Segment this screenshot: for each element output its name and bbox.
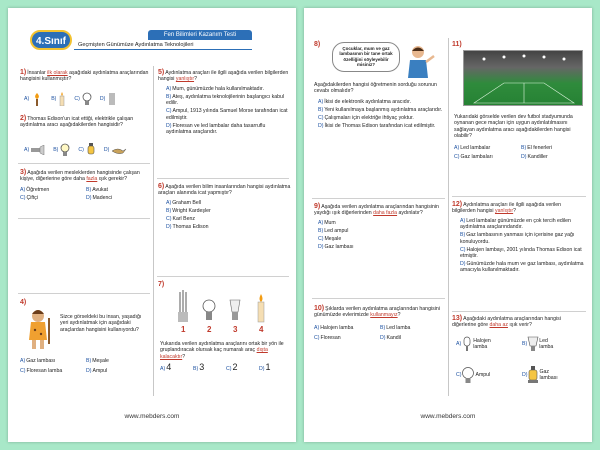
option-c[interactable]: C)Çalışmaları için elektriğe ihtiyaç yoktur. xyxy=(318,114,414,121)
divider xyxy=(18,218,150,219)
fluorescent-bulb-icon xyxy=(107,92,117,106)
option-a[interactable]: A)Led lambalar günümüzde en çok tercih edilen aydınlatma araçlarındandır. xyxy=(460,217,571,231)
option-d[interactable]: D)Kandil xyxy=(380,335,401,342)
option-d[interactable]: D)Gaz lambası xyxy=(318,243,354,250)
flashlight-icon xyxy=(31,145,45,155)
option-a[interactable]: A)Halojen lamba xyxy=(314,324,354,331)
option-c[interactable]: C)Floresan lamba xyxy=(20,368,63,375)
question-7-number: 7) xyxy=(158,281,165,288)
option-a[interactable]: A) xyxy=(24,145,45,155)
option-b[interactable]: B) xyxy=(51,92,66,106)
option-c[interactable]: C)Gaz lambaları xyxy=(454,154,493,161)
option-a[interactable]: A)Gaz lambası xyxy=(20,358,56,364)
option-b[interactable]: B)Gaz lambasının yanması için içerisine gaz yağı konuluyordu. xyxy=(460,232,575,245)
question-1: 1)İnsanlar ilk olarak aşağıdaki aydınlatma araçlarından hangisini kullanmıştır? xyxy=(20,69,149,83)
option-c[interactable]: C)Floresan xyxy=(314,335,341,342)
test-subtitle: Geçmişten Günümüze Aydınlatma Teknolojileri xyxy=(74,41,252,50)
option-d[interactable]: D) xyxy=(100,92,117,106)
gas-lamp-icon xyxy=(527,366,539,384)
bulb-icon xyxy=(461,366,475,384)
question-6: 6)Aşağıda verilen bilim insanlarından hangisi aydınlatma araçları alanında icat yapmıştır? A)Graham Bell B)Wright Kardeşler C)Karl Benz D)Thomas Edison xyxy=(158,183,291,230)
column-divider xyxy=(448,38,449,396)
stadium-image xyxy=(463,50,583,106)
divider xyxy=(157,178,289,179)
option-b[interactable]: B)Led ampul xyxy=(318,227,349,234)
question-3: 3)Aşağıda verilen mesleklerden hangisinde çalışan kişiye, diğerlerine göre daha fazla ışık gerekir? A)Öğretmen B)Avukat C)Çiftçi D)Madenci xyxy=(20,170,150,202)
option-b[interactable]: B)Wright Kardeşler xyxy=(166,207,211,214)
divider xyxy=(18,163,150,164)
q13-options xyxy=(456,336,586,396)
question-7: Yukarıda verilen aydınlatma araçlarını ortak bir yön ile gruplandıracak olursak kaç numaralı araç dışta kalacaktır? A)4 B)3 C)2 D)1 xyxy=(160,341,290,373)
lamp-label-2: 2 xyxy=(207,325,212,334)
test-title: Fen Bilimleri Kazanım Testi xyxy=(148,30,252,40)
question-2: 2)Thomas Edison'un icat ettiği, elektrikle çalışan aydınlatma aracı aşağıdakilerden hangisidir? xyxy=(20,115,134,129)
option-b[interactable]: B)3 xyxy=(193,362,205,373)
option-a[interactable]: A)İkisi de elektronik aydınlatma aracıdır. xyxy=(318,98,411,105)
question-11: Yukarıdaki görselde verilen dev futbol stadyumunda oynanan gece maçları için uygun aydınlatılmasını sağlayan aydınlatma aracı aşağıdakilerden hangisi olabilir? A)Led lambalar B)El fenerleri C)Gaz lambaları D)Kandiller xyxy=(454,114,586,160)
option-d[interactable]: D)Ampul xyxy=(86,368,108,375)
option-b[interactable]: B)Led lamba xyxy=(380,324,411,331)
q4-options xyxy=(20,356,150,375)
option-b[interactable]: B)El fenerleri xyxy=(521,144,552,151)
grade-badge: 4.Sınıf xyxy=(30,30,72,50)
divider xyxy=(312,198,445,199)
teacher-speech-bubble: Çocuklar, mum ve gaz lambasının bir tane ortak özelliğini söyleyebilir misiniz? xyxy=(332,42,400,72)
divider xyxy=(157,276,289,277)
question-4-number: 4) xyxy=(20,299,27,306)
lantern-icon xyxy=(86,143,96,157)
oil-lamp-icon xyxy=(111,145,127,155)
q1-options xyxy=(24,92,125,106)
candle-icon xyxy=(254,294,268,324)
question-9: 9)Aşağıda verilen aydınlatma araçlarından hangisinin yaydığı ışık diğerlerinden daha fazla aydınlatır? A)Mum B)Led ampul C)Meşale D)Gaz lambası xyxy=(314,204,444,250)
bulb-icon xyxy=(82,92,92,106)
option-a[interactable]: A) Halojen lamba xyxy=(456,338,491,350)
option-c[interactable]: C) Ampul xyxy=(456,366,490,384)
divider xyxy=(452,196,586,197)
option-d[interactable]: D)1 xyxy=(259,362,271,373)
worksheet-page-1 xyxy=(8,8,296,442)
led-bulb-icon xyxy=(228,298,242,324)
option-a[interactable]: A)Mum, günümüzde hala kullanılmaktadır. xyxy=(166,85,264,92)
bulb-icon xyxy=(202,298,216,324)
halogen-lamp-icon xyxy=(461,336,473,352)
option-d[interactable]: D)İkisi de Thomas Edison tarafından icat edilmiştir. xyxy=(318,122,436,129)
q2-options xyxy=(24,143,135,157)
option-d[interactable]: D)Günümüzde hala mum ve gaz lambası, aydınlatma amacıyla kullanılmaktadır. xyxy=(460,261,584,274)
option-c[interactable]: C)Halojen lambayı, 2001 yılında Thomas Edison icat etmiştir. xyxy=(460,246,582,260)
option-a[interactable]: A)Öğretmen xyxy=(20,186,50,193)
option-a[interactable]: A)Mum xyxy=(318,219,336,226)
option-d[interactable]: D)Madenci xyxy=(86,195,113,202)
option-b[interactable]: B) xyxy=(53,143,70,157)
option-a[interactable]: A)4 xyxy=(160,362,172,373)
option-a[interactable]: A)Led lambalar xyxy=(454,144,491,151)
option-b[interactable]: B)Avukat xyxy=(86,186,108,193)
led-bulb-icon xyxy=(527,336,539,352)
option-d[interactable]: D) Gaz lambası xyxy=(522,366,559,384)
option-c[interactable]: C)Çiftçi xyxy=(20,195,39,202)
caveman-image xyxy=(22,308,54,350)
option-c[interactable]: C)Meşale xyxy=(318,235,342,242)
option-c[interactable]: C) xyxy=(74,92,91,106)
torch-icon xyxy=(31,92,43,106)
footer-url: www.mebders.com xyxy=(124,413,180,420)
column-divider xyxy=(153,66,154,396)
option-d[interactable]: D) xyxy=(104,145,127,155)
stadium-lights xyxy=(464,51,584,107)
option-c[interactable]: C)Ampul, 1913 yılında Samuel Morse tarafından icat edilmiştir. xyxy=(166,108,288,121)
q7-lamps xyxy=(172,290,282,338)
option-d[interactable]: D)Floresan ve led lambalar daha tasarruflu aydınlatma araçlarıdır. xyxy=(166,122,266,136)
question-5: 5)Aydınlatma araçları ile ilgili aşağıda verilen bilgilerden hangisi yanlıştır? A)Mum, günümüzde hala kullanılmaktadır. B)Ateş, aydınlatma teknolojilerinin başlangıcı kabul edilir. C)Ampul, 1913 yılında Samuel Morse tarafından icat edilmiştir. D)Floresan ve led lambalar daha tasarruflu aydınlatma araçlarıdır. xyxy=(158,70,292,135)
option-a[interactable]: A)Graham Bell xyxy=(166,199,202,206)
option-d[interactable]: D)Kandiller xyxy=(521,154,548,161)
lamp-label-4: 4 xyxy=(259,325,264,334)
question-10: 10)Şıklarda verilen aydınlatma araçlarından hangisini günümüzde evlerimizde kullanmayız? A)Halojen lamba B)Led lamba C)Floresan D)Kandil xyxy=(314,306,444,342)
lamp-label-3: 3 xyxy=(233,325,238,334)
question-12: 12)Aydınlatma araçları ile ilgili aşağıda verilen bilgilerden hangisi yanlıştır? A)Led lambalar günümüzde en çok tercih edilen aydınlatma araçlarındandır. B)Gaz lambasının yanması için içerisine gaz yağı konuluyordu. C)Halojen lambayı, 2001 yılında Thomas Edison icat etmiştir. D)Günümüzde hala mum ve gaz lambası, aydınlatma amacıyla kullanılmaktadır. xyxy=(452,202,586,274)
fluorescent-bulb-icon xyxy=(176,290,190,324)
worksheet-page-2 xyxy=(304,8,592,442)
option-b[interactable]: B)Meşale xyxy=(86,358,109,364)
question-13: 13)Aşağıdaki aydınlatma araçlarından hangisi diğerlerine göre daha az ışık verir? xyxy=(452,315,561,329)
footer-url: www.mebders.com xyxy=(420,413,476,420)
lamp-label-1: 1 xyxy=(181,325,186,334)
option-a[interactable]: A) xyxy=(24,92,43,106)
candle-icon xyxy=(58,92,66,106)
divider xyxy=(312,298,445,299)
option-c[interactable]: C)2 xyxy=(226,362,238,373)
question-4: Sizce görseldeki bu insan, yaşadığı yeri aydınlatmak için aşağıdaki araçlardan hangisini kullanıyordu? xyxy=(60,314,142,333)
question-8-number: 8) xyxy=(314,41,321,48)
option-b[interactable]: B) Led lamba xyxy=(522,338,554,350)
bulb-icon xyxy=(60,143,70,157)
question-8: Aşağıdakilerden hangisi öğretmenin sorduğu sorunun cevabı olmalıdır? A)İkisi de elektronik aydınlatma aracıdır. B)Yeni kullanılmaya başlanmış aydınlatma araçlarıdır. C)Çalışmaları için elektriğe ihtiyaç yoktur. D)İkisi de Thomas Edison tarafından icat edilmiştir. xyxy=(314,82,443,129)
divider xyxy=(18,293,150,294)
option-b[interactable]: B)Yeni kullanılmaya başlanmış aydınlatma araçlarıdır. xyxy=(318,106,443,113)
teacher-image xyxy=(404,44,436,80)
option-c[interactable]: C) xyxy=(78,143,95,157)
option-b[interactable]: B)Ateş, aydınlatma teknolojilerinin başlangıcı kabul edilir. xyxy=(166,93,285,107)
option-d[interactable]: D)Thomas Edison xyxy=(166,223,209,230)
option-c[interactable]: C)Karl Benz xyxy=(166,215,195,222)
divider xyxy=(452,311,586,312)
question-11-number: 11) xyxy=(452,41,462,48)
